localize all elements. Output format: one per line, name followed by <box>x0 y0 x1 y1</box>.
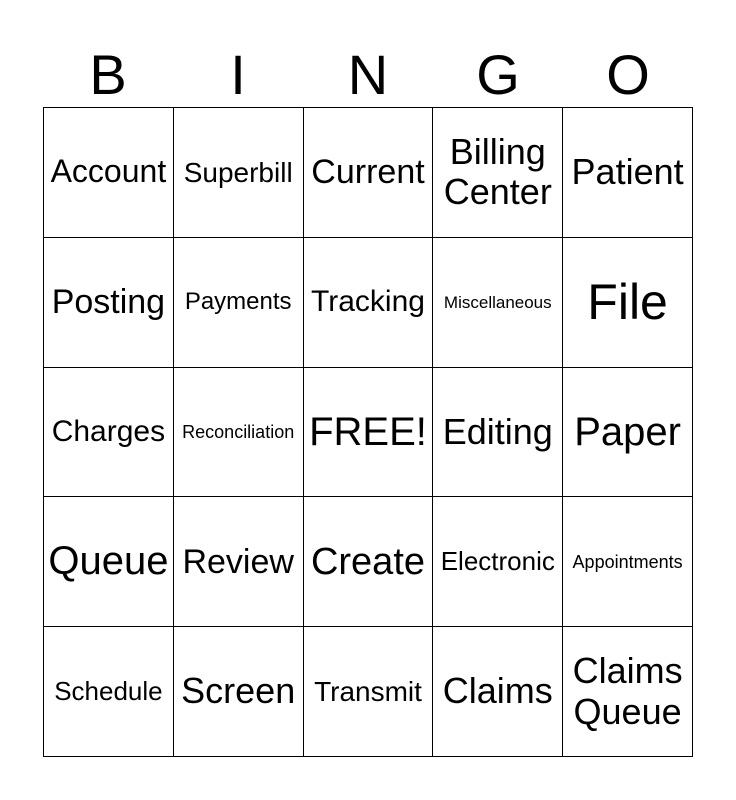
bingo-cell: Account <box>44 108 174 238</box>
bingo-cell: Editing <box>433 368 563 498</box>
bingo-cell: Payments <box>174 238 304 368</box>
header-letter-o: O <box>606 43 650 106</box>
bingo-cell: Electronic <box>433 497 563 627</box>
bingo-cell: Transmit <box>304 627 434 757</box>
bingo-board <box>43 107 693 757</box>
bingo-header <box>43 44 693 106</box>
bingo-cell: File <box>563 238 693 368</box>
bingo-cell: Appointments <box>563 497 693 627</box>
bingo-cell: Superbill <box>174 108 304 238</box>
bingo-cell: Claims <box>433 627 563 757</box>
bingo-cell: Screen <box>174 627 304 757</box>
bingo-cell: Paper <box>563 368 693 498</box>
header-letter-g: G <box>476 43 520 106</box>
bingo-cell: Miscellaneous <box>433 238 563 368</box>
header-letter-n: N <box>347 43 389 106</box>
bingo-free-cell: FREE! <box>304 368 434 498</box>
bingo-cell: Review <box>174 497 304 627</box>
bingo-cell: Current <box>304 108 434 238</box>
bingo-cell: Posting <box>44 238 174 368</box>
bingo-cell: Billing Center <box>433 108 563 238</box>
header-letter-i: I <box>230 43 246 106</box>
bingo-cell: Claims Queue <box>563 627 693 757</box>
bingo-cell: Patient <box>563 108 693 238</box>
bingo-cell: Tracking <box>304 238 434 368</box>
header-letter-b: B <box>89 43 127 106</box>
bingo-cell: Charges <box>44 368 174 498</box>
bingo-cell: Create <box>304 497 434 627</box>
bingo-cell: Reconciliation <box>174 368 304 498</box>
bingo-cell: Queue <box>44 497 174 627</box>
bingo-cell: Schedule <box>44 627 174 757</box>
